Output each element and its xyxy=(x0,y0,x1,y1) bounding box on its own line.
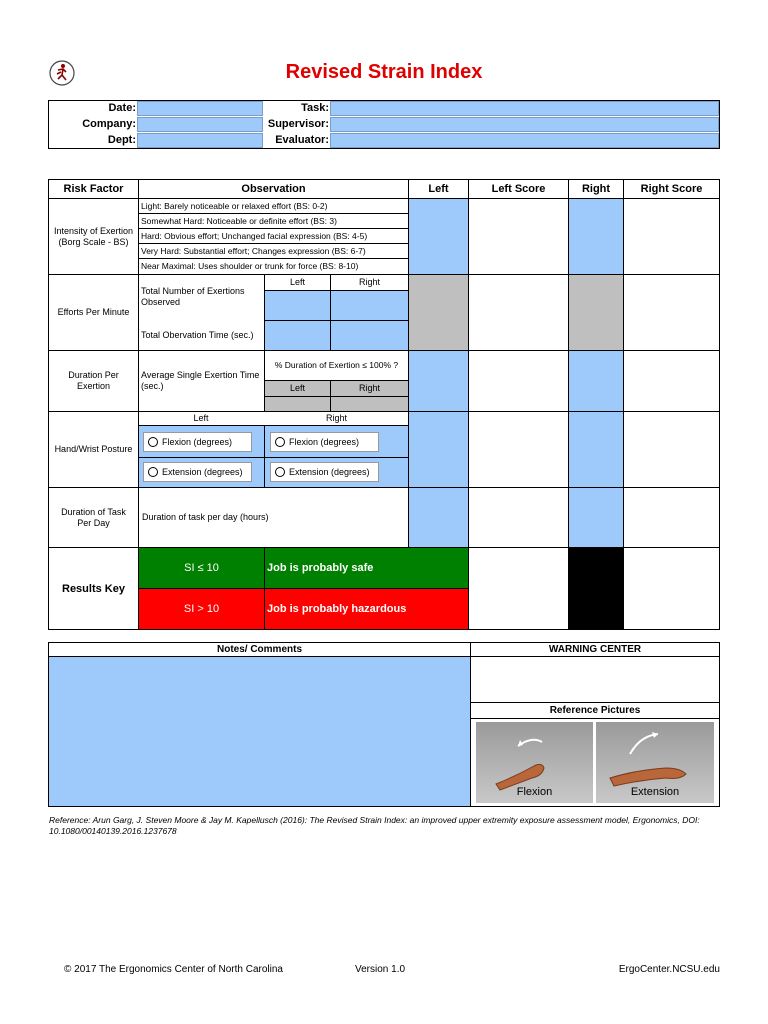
intensity-right-score xyxy=(623,198,720,275)
posture-left-flexion-text: Flexion (degrees) xyxy=(162,437,233,447)
posture-left-extension-text: Extension (degrees) xyxy=(162,467,243,477)
posture-right-flexion-text: Flexion (degrees) xyxy=(289,437,360,447)
posture-left-score xyxy=(468,411,569,488)
radio-button-icon[interactable] xyxy=(275,467,285,477)
efforts-total-exertions: Total Number of Exertions Observed xyxy=(141,286,245,307)
duration-task-left-score xyxy=(468,487,569,548)
results-safe-text: Job is probably safe xyxy=(264,547,469,589)
posture-right-extension-option[interactable] xyxy=(270,462,379,482)
evaluator-input[interactable] xyxy=(330,133,719,148)
efforts-exertions-left-input[interactable] xyxy=(264,290,331,321)
efforts-left-cell xyxy=(408,274,469,351)
efforts-right-score xyxy=(623,274,720,351)
duration-task-right-input xyxy=(568,487,624,548)
posture-col-left: Left xyxy=(138,411,264,426)
duration-exertion-left-result xyxy=(264,396,331,412)
header-observation: Observation xyxy=(138,179,409,199)
efforts-total-time: Total Obervation Time (sec.) xyxy=(141,330,254,340)
posture-right-extension-text: Extension (degrees) xyxy=(289,467,370,477)
header-left-score: Left Score xyxy=(468,179,569,199)
duration-exertion-left-score xyxy=(468,350,569,412)
date-input[interactable] xyxy=(137,101,263,116)
task-label: Task: xyxy=(301,102,329,114)
results-key-label: Results Key xyxy=(48,547,139,630)
duration-exertion-col-left: Left xyxy=(264,380,331,397)
radio-button-icon[interactable] xyxy=(148,437,158,447)
extension-caption: Extension xyxy=(630,786,680,798)
reference-pictures-header: Reference Pictures xyxy=(470,702,720,719)
radio-button-icon[interactable] xyxy=(148,467,158,477)
duration-exertion-left-input[interactable] xyxy=(408,350,469,412)
date-label: Date: xyxy=(108,102,136,114)
flexion-picture xyxy=(476,722,593,803)
intensity-left-input[interactable] xyxy=(408,198,469,275)
duration-exertion-right-input[interactable] xyxy=(568,350,624,412)
page-title: Revised Strain Index xyxy=(285,60,483,83)
efforts-col-right: Right xyxy=(330,274,409,291)
flexion-caption: Flexion xyxy=(516,786,553,798)
results-right-indicator xyxy=(568,547,624,630)
intensity-option-2[interactable]: Somewhat Hard: Noticeable or definite effort (BS: 3) xyxy=(138,213,409,229)
posture-left-input[interactable] xyxy=(408,411,469,488)
results-hazard-text: Job is probably hazardous xyxy=(264,588,469,630)
header-left: Left xyxy=(408,179,469,199)
intensity-option-3[interactable]: Hard: Obvious effort; Unchanged facial expression (BS: 4-5) xyxy=(138,228,409,244)
posture-left-flexion-option[interactable] xyxy=(143,432,252,452)
posture-col-right: Right xyxy=(264,411,409,426)
ergonomics-figure-icon xyxy=(48,59,76,87)
footer-copyright: © 2017 The Ergonomics Center of North Carolina xyxy=(64,964,283,975)
header-right: Right xyxy=(568,179,624,199)
duration-exertion-col-right: Right xyxy=(330,380,409,397)
efforts-time-right-input[interactable] xyxy=(330,320,409,351)
duration-task-label: Duration of Task Per Day xyxy=(48,487,139,548)
intensity-label: Intensity of Exertion (Borg Scale - BS) xyxy=(48,198,139,275)
reference-citation: Reference: Arun Garg, J. Steven Moore & Jay M. Kapellusch (2016): The Revised Strain Index: an improved upper extremity exposure assessment model, Ergonomics, DOI: 10.1080/00140139.2016.1237678 xyxy=(49,815,700,836)
posture-right-flexion-option[interactable] xyxy=(270,432,379,452)
footer-version: Version 1.0 xyxy=(355,964,406,975)
posture-right-input[interactable] xyxy=(568,411,624,488)
intensity-left-score xyxy=(468,198,569,275)
posture-left-extension-option[interactable] xyxy=(143,462,252,482)
intensity-right-input[interactable] xyxy=(568,198,624,275)
efforts-exertions-right-input[interactable] xyxy=(330,290,409,321)
dept-label: Dept: xyxy=(107,134,136,146)
results-hazard-threshold: SI > 10 xyxy=(138,588,265,630)
company-input[interactable] xyxy=(137,117,263,132)
duration-task-right-score xyxy=(623,487,720,548)
footer-website[interactable]: ErgoCenter.NCSU.edu xyxy=(618,964,720,975)
duration-exertion-percent-label: % Duration of Exertion ≤ 100% ? xyxy=(264,350,409,381)
intensity-option-4[interactable]: Very Hard: Substantial effort; Changes expression (BS: 6-7) xyxy=(138,243,409,259)
logo xyxy=(48,59,76,87)
extension-picture xyxy=(596,722,714,803)
posture-label: Hand/Wrist Posture xyxy=(48,411,139,488)
company-label: Company: xyxy=(82,118,136,130)
posture-right-score xyxy=(623,411,720,488)
duration-exertion-label: Duration Per Exertion xyxy=(48,350,139,412)
results-left-score xyxy=(468,547,569,630)
efforts-right-cell xyxy=(568,274,624,351)
results-safe-threshold: SI ≤ 10 xyxy=(138,547,265,589)
dept-input[interactable] xyxy=(137,133,263,148)
header-right-score: Right Score xyxy=(623,179,720,199)
notes-header: Notes/ Comments xyxy=(48,642,471,657)
notes-textarea[interactable] xyxy=(48,656,471,807)
results-right-score xyxy=(623,547,720,630)
duration-task-description: Duration of task per day (hours) xyxy=(138,487,409,548)
supervisor-label: Supervisor: xyxy=(267,118,329,130)
supervisor-input[interactable] xyxy=(330,117,719,132)
warning-center-area xyxy=(470,656,720,703)
efforts-label: Efforts Per Minute xyxy=(48,274,139,351)
evaluator-label: Evaluator: xyxy=(275,134,329,146)
duration-exertion-right-score xyxy=(623,350,720,412)
duration-exertion-avg-time: Average Single Exertion Time (sec.) xyxy=(141,370,260,391)
duration-task-input[interactable] xyxy=(408,487,469,548)
intensity-option-5[interactable]: Near Maximal: Uses shoulder or trunk for force (BS: 8-10) xyxy=(138,258,409,275)
task-input[interactable] xyxy=(330,101,719,116)
efforts-left-score xyxy=(468,274,569,351)
duration-exertion-right-result xyxy=(330,396,409,412)
efforts-time-left-input[interactable] xyxy=(264,320,331,351)
warning-center-header: WARNING CENTER xyxy=(470,642,720,657)
efforts-col-left: Left xyxy=(264,274,331,291)
intensity-option-1[interactable]: Light: Barely noticeable or relaxed effort (BS: 0-2) xyxy=(138,198,409,214)
radio-button-icon[interactable] xyxy=(275,437,285,447)
header-risk-factor: Risk Factor xyxy=(48,179,139,199)
